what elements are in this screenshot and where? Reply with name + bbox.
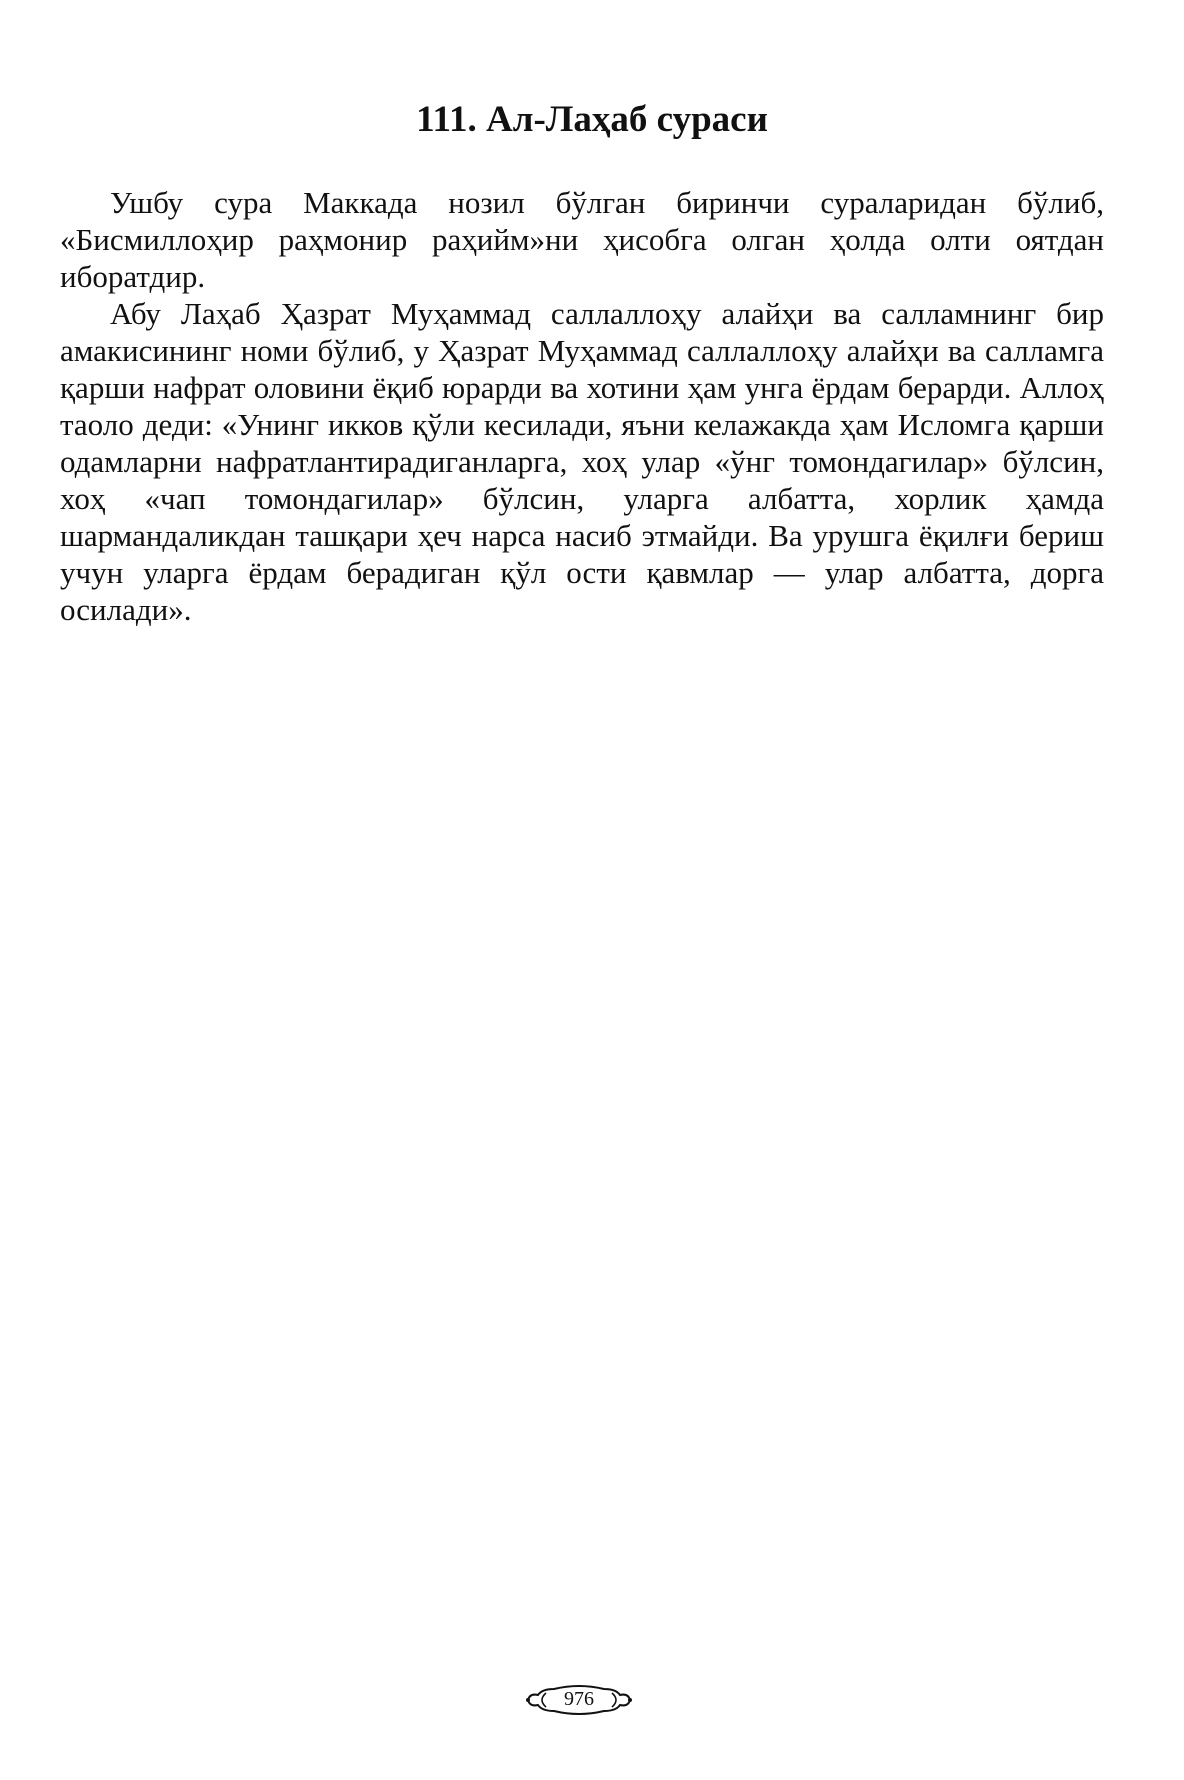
paragraph-commentary: Абу Лаҳаб Ҳазрат Муҳаммад саллаллоҳу алайҳи ва салламнинг бир амакисининг номи бўлиб, у Ҳазрат Муҳаммад саллаллоҳу алайҳи ва салламга қарши нафрат оловини ёқиб юрарди ва хотини ҳам унга ёрдам берарди. Аллоҳ таоло деди: «Унинг икков қўли кесилади, яъни келажакда ҳам Исломга қарши одамларни нафратлантирадиганларга, хоҳ улар «ўнг томондагилар» бўлсин, хоҳ «чап томондагилар» бўлсин, уларга албатта, хорлик ҳамда шармандаликдан ташқари ҳеч нарса насиб этмайди. Ва урушга ёқилғи бериш учун уларга ёрдам берадиган қўл ости қавмлар — улар албатта, дорга осилади». xyxy=(60,296,1104,627)
paragraph-intro: Ушбу сура Маккада нозил бўлган биринчи сураларидан бўлиб, «Бисмиллоҳир раҳмонир раҳийм»ни ҳисобга олган ҳолда олти оятдан иборатдир. xyxy=(60,185,1104,294)
page-number-ornament xyxy=(524,1681,634,1719)
body-text xyxy=(60,184,1104,628)
page-number: 976 xyxy=(564,1688,594,1710)
chapter-title: 111. Ал-Лаҳаб сураси xyxy=(416,99,768,140)
